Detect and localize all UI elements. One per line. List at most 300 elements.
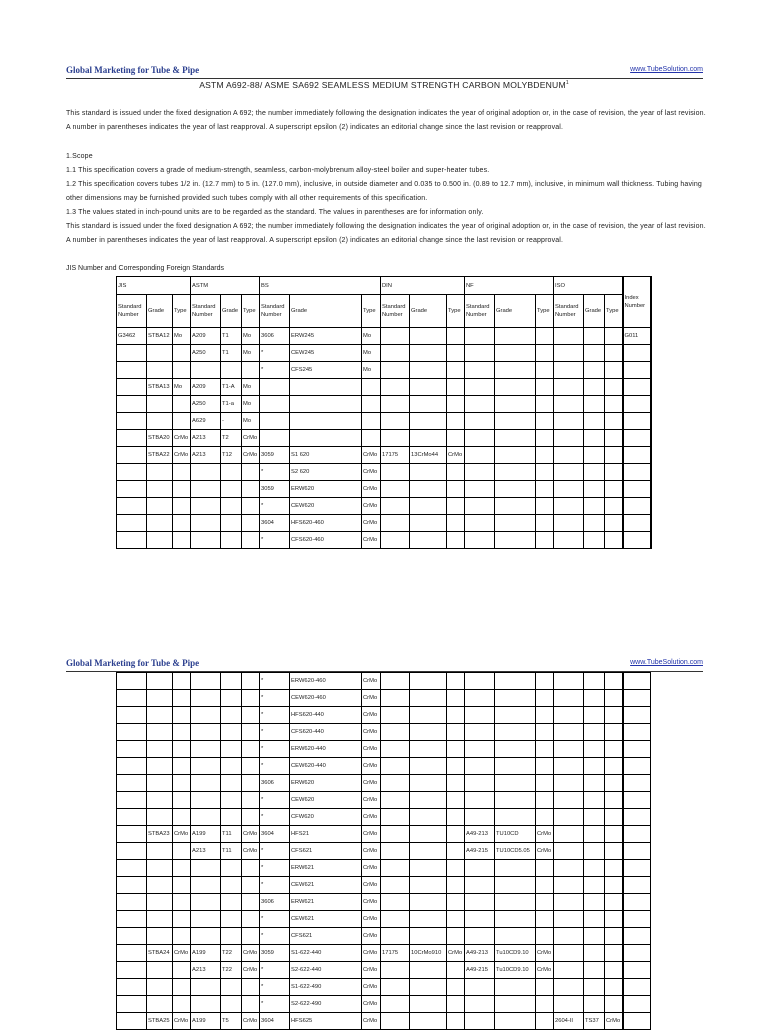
table-cell [554,775,584,792]
table-cell [173,464,191,481]
table-cell: CEW620-460 [290,690,362,707]
table-cell: CrMo [362,860,381,877]
table-row [117,843,651,860]
table-cell: G011 [623,328,651,345]
table-cell [191,464,221,481]
table-cell [554,481,584,498]
table-cell [381,860,410,877]
table-cell: T1 [221,345,242,362]
table-cell [495,690,536,707]
table-cell: A199 [191,826,221,843]
table-cell [173,724,191,741]
table-cell: CFS621 [290,928,362,945]
table-cell [173,962,191,979]
table-cell [147,396,173,413]
table-cell [623,362,651,379]
table-cell [536,673,554,690]
table-cell: CrMo [242,962,260,979]
table-cell [221,758,242,775]
table-cell [221,894,242,911]
table-cell [495,758,536,775]
table-cell: CrMo [362,707,381,724]
table-cell [410,345,447,362]
table-cell [584,860,605,877]
table-cell [447,724,465,741]
table-cell: S2-622-490 [290,996,362,1013]
table-cell [221,724,242,741]
table-cell: STBA13 [147,379,173,396]
group-din: DIN [381,277,465,295]
table-cell: A213 [191,843,221,860]
table-cell [147,758,173,775]
table-cell [117,894,147,911]
group-jis: JIS [117,277,191,295]
table-cell: * [260,532,290,549]
table-cell [536,877,554,894]
table-cell [447,396,465,413]
table-row [117,792,651,809]
table-cell [495,328,536,345]
table-cell: S2 620 [290,464,362,481]
table-cell [536,1013,554,1030]
table-cell: CrMo [362,945,381,962]
table-cell: CrMo [242,826,260,843]
table-cell [410,707,447,724]
table-cell [173,809,191,826]
table-cell: Tu10CD9.10 [495,945,536,962]
table-row [117,328,651,345]
table-cell [191,673,221,690]
table-cell [584,707,605,724]
col-standard-number: Standard Number [465,295,495,328]
table-cell [381,379,410,396]
table-cell [362,396,381,413]
table-cell [623,775,651,792]
table-cell [495,979,536,996]
table-cell: * [260,345,290,362]
table-cell [117,413,147,430]
table-cell: STBA20 [147,430,173,447]
table-cell [554,724,584,741]
table-cell [584,379,605,396]
table-cell [536,532,554,549]
table-cell [221,673,242,690]
table-cell: 3606 [260,894,290,911]
table-cell [147,792,173,809]
table-cell: * [260,673,290,690]
page-header [66,66,703,79]
table-cell [495,877,536,894]
table-cell [623,379,651,396]
table-cell: ERW620 [290,775,362,792]
table-cell [465,328,495,345]
table-cell: * [260,707,290,724]
table-cell [554,928,584,945]
table-cell [362,413,381,430]
table-cell [605,328,623,345]
table-cell [117,758,147,775]
table-cell [495,707,536,724]
table-cell [147,979,173,996]
brand-text: Global Marketing for Tube & Pipe [66,65,200,75]
table-cell [381,911,410,928]
table-cell [447,379,465,396]
table-cell: CrMo [173,447,191,464]
table-row [117,707,651,724]
table-cell [465,707,495,724]
table-cell: HFS21 [290,826,362,843]
table-cell [147,962,173,979]
table-cell [554,532,584,549]
table-cell [584,928,605,945]
table-cell [191,911,221,928]
table-cell: A250 [191,345,221,362]
table-cell [495,860,536,877]
table-cell: A629 [191,413,221,430]
table-cell [410,413,447,430]
table-cell: Mo [362,345,381,362]
table-cell: Mo [173,379,191,396]
table-cell [623,928,651,945]
table-cell: * [260,911,290,928]
table-cell [554,843,584,860]
table-cell: STBA22 [147,447,173,464]
table-cell [290,430,362,447]
table-cell [495,792,536,809]
table-cell: 13CrMo44 [410,447,447,464]
table-row [117,894,651,911]
table-row [117,447,651,464]
table-cell [447,707,465,724]
table-cell [117,996,147,1013]
col-type: Type [447,295,465,328]
table-cell: A209 [191,328,221,345]
table-cell [605,396,623,413]
table-cell: CrMo [447,447,465,464]
table-cell [410,515,447,532]
table-cell: CrMo [447,945,465,962]
table-cell [536,996,554,1013]
table-cell: CrMo [362,996,381,1013]
table-cell [173,843,191,860]
table-cell [410,894,447,911]
table-cell [173,707,191,724]
table-cell [447,328,465,345]
table-cell [623,877,651,894]
table-cell [381,328,410,345]
table-cell [536,481,554,498]
table-cell [242,362,260,379]
table-cell [536,809,554,826]
table-cell [584,673,605,690]
table-cell [173,775,191,792]
table-cell [465,498,495,515]
table-cell: CrMo [362,826,381,843]
table-cell [410,464,447,481]
table-cell [623,792,651,809]
table-cell [381,928,410,945]
table-cell [554,911,584,928]
table-cell [447,758,465,775]
table-row [117,809,651,826]
table-cell [173,396,191,413]
table-cell [410,877,447,894]
table-cell [173,345,191,362]
col-type: Type [242,295,260,328]
table-cell: CrMo [362,447,381,464]
table-cell [242,724,260,741]
table-cell [605,430,623,447]
table-cell [191,792,221,809]
website-link[interactable]: www.TubeSolution.com [630,66,703,73]
table-cell [584,345,605,362]
table-cell [447,430,465,447]
table-cell [410,962,447,979]
table-cell [495,894,536,911]
standards-table-page1 [116,276,652,549]
table-cell [381,515,410,532]
table-cell [495,447,536,464]
table-cell: ERW620-460 [290,673,362,690]
table-cell [465,673,495,690]
table-cell: CFS621 [290,843,362,860]
table-cell [495,413,536,430]
table-cell [147,362,173,379]
table-cell [117,447,147,464]
table-cell [605,741,623,758]
table-cell: * [260,498,290,515]
table-cell [221,928,242,945]
table-cell [242,464,260,481]
table-cell [465,928,495,945]
table-cell [290,379,362,396]
table-cell [623,945,651,962]
table-cell [605,843,623,860]
col-grade: Grade [495,295,536,328]
table-cell [623,481,651,498]
table-cell: S1-622-440 [290,945,362,962]
table-cell [117,498,147,515]
table-body-page1 [117,328,651,549]
table-cell [381,758,410,775]
table-cell: 3604 [260,515,290,532]
table-cell: CrMo [173,826,191,843]
table-cell [447,515,465,532]
table-row [117,396,651,413]
title-text: ASTM A692-88/ ASME SA692 SEAMLESS MEDIUM STRENGTH CARBON MOLYBDENUM [199,80,566,90]
table-cell [495,481,536,498]
table-cell [447,860,465,877]
table-cell [117,690,147,707]
table-cell: 10CrMo910 [410,945,447,962]
table-cell [623,826,651,843]
table-cell: CrMo [362,724,381,741]
table-cell: Mo [242,379,260,396]
table-cell [536,928,554,945]
table-cell [447,928,465,945]
table-cell [554,328,584,345]
table-cell [410,860,447,877]
table-cell [447,532,465,549]
table-cell [381,498,410,515]
table-cell [410,379,447,396]
table-cell [536,724,554,741]
table-caption: JIS Number and Corresponding Foreign Standards [66,265,224,272]
table-cell [584,413,605,430]
table-cell [536,911,554,928]
table-row [117,860,651,877]
table-cell: CrMo [536,843,554,860]
table-cell: Mo [362,328,381,345]
table-body-page2 [117,673,651,1030]
table-cell [584,979,605,996]
table-cell [173,413,191,430]
table-cell [381,843,410,860]
table-cell [117,809,147,826]
table-cell: CEW621 [290,911,362,928]
table-cell: Mo [173,328,191,345]
table-cell [242,996,260,1013]
table-cell: CEW620 [290,498,362,515]
table-cell [605,928,623,945]
table-cell [623,413,651,430]
table-cell [623,498,651,515]
table-cell [410,498,447,515]
table-cell: * [260,996,290,1013]
table-cell: CrMo [362,928,381,945]
table-cell [221,690,242,707]
table-cell [173,741,191,758]
table-cell [465,809,495,826]
table-cell [191,928,221,945]
table-cell [173,515,191,532]
table-cell [381,979,410,996]
standards-table-page2 [116,672,651,1030]
table-cell [173,792,191,809]
table-cell [605,413,623,430]
table-cell: CrMo [362,911,381,928]
table-cell: TU10CD5.05 [495,843,536,860]
table-cell [554,860,584,877]
table-row [117,945,651,962]
table-cell [221,809,242,826]
table-cell [242,979,260,996]
table-cell [465,690,495,707]
table-cell [381,413,410,430]
table-cell [260,430,290,447]
table-cell [410,996,447,1013]
table-cell [381,894,410,911]
table-cell: T2 [221,430,242,447]
table-cell [173,860,191,877]
table-cell: CrMo [242,430,260,447]
table-cell [410,979,447,996]
table-cell [536,690,554,707]
table-cell: CrMo [536,962,554,979]
table-cell [465,860,495,877]
table-cell: CrMo [362,1013,381,1030]
table-cell: STBA12 [147,328,173,345]
table-cell: * [260,843,290,860]
table-row [117,826,651,843]
table-cell: CrMo [362,498,381,515]
table-cell [447,962,465,979]
table-cell [584,328,605,345]
table-cell [623,962,651,979]
col-grade: Grade [410,295,447,328]
table-cell: CrMo [362,792,381,809]
table-cell [260,379,290,396]
table-cell [465,775,495,792]
table-cell [117,843,147,860]
table-cell: Tu10CD9.10 [495,962,536,979]
table-cell [605,707,623,724]
table-cell [242,481,260,498]
scope-1-3: 1.3 The values stated in inch-pound units are to be regarded as the standard. The values in parentheses are for information only. [66,209,484,216]
table-cell [584,396,605,413]
col-grade: Grade [290,295,362,328]
table-cell [260,413,290,430]
table-cell [221,860,242,877]
table-cell [584,362,605,379]
table-cell [554,396,584,413]
table-cell [623,996,651,1013]
table-cell [173,894,191,911]
table-cell: T1-a [221,396,242,413]
table-cell [623,979,651,996]
table-cell [381,690,410,707]
table-cell [605,447,623,464]
table-cell [605,911,623,928]
table-cell [117,379,147,396]
table-cell: 3059 [260,447,290,464]
table-cell [554,447,584,464]
table-cell: CrMo [362,690,381,707]
website-link[interactable]: www.TubeSolution.com [630,659,703,666]
table-cell [260,396,290,413]
table-cell [147,877,173,894]
table-cell [465,345,495,362]
table-cell [410,396,447,413]
table-cell [117,673,147,690]
table-cell [465,515,495,532]
table-cell [381,673,410,690]
table-cell [147,843,173,860]
table-cell [117,481,147,498]
table-cell [173,928,191,945]
table-cell: CrMo [362,481,381,498]
table-cell [191,532,221,549]
table-cell [242,758,260,775]
table-row [117,362,651,379]
table-cell [623,758,651,775]
table-cell [191,996,221,1013]
table-cell [465,1013,495,1030]
table-cell [242,690,260,707]
table-cell [447,362,465,379]
table-cell [147,996,173,1013]
table-cell [191,775,221,792]
table-row [117,690,651,707]
table-cell [536,775,554,792]
table-cell [362,430,381,447]
table-cell [605,515,623,532]
table-cell [117,979,147,996]
table-cell [495,362,536,379]
table-cell: 3606 [260,775,290,792]
table-cell [623,345,651,362]
table-cell [147,532,173,549]
